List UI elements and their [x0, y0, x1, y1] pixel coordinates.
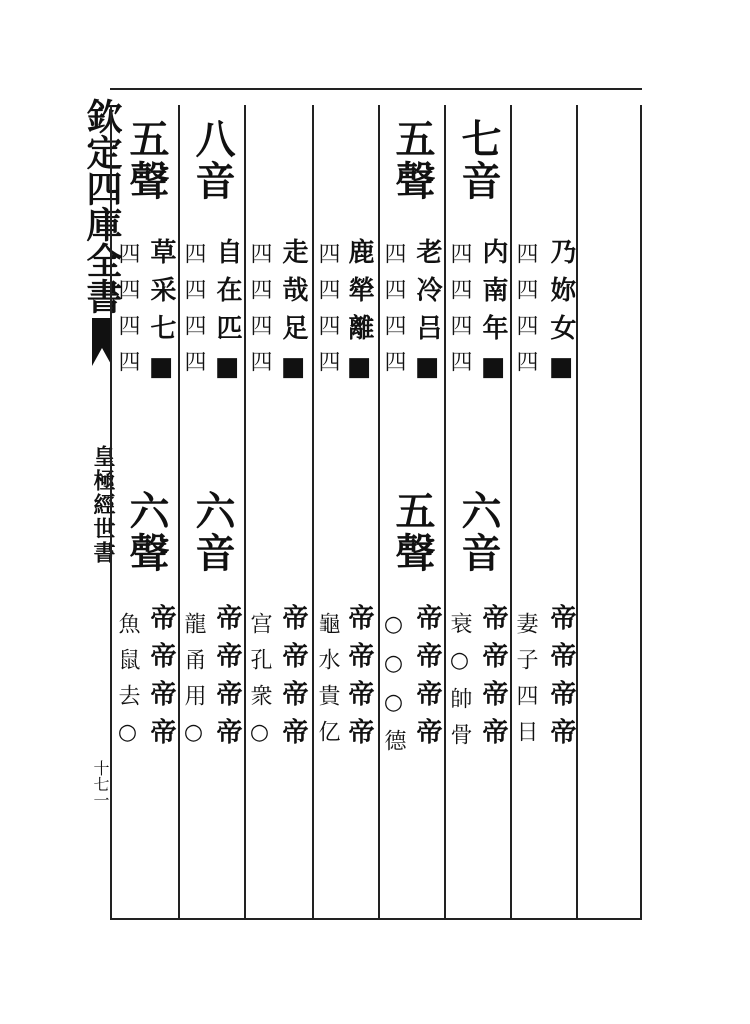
lower-lead-text: 帝帝帝帝	[412, 604, 442, 756]
column-rule	[312, 105, 314, 920]
column-rule	[178, 105, 180, 920]
series-title: 欽定四庫全書	[81, 98, 123, 314]
upper-number-text: 四四四四	[115, 242, 140, 386]
column-rule	[640, 105, 642, 920]
lower-number-text: 宫孔衆○	[247, 612, 272, 759]
upper-heading: 七音	[455, 118, 502, 202]
upper-lead-text: 内南年■	[478, 238, 508, 394]
page-number: 十七一	[91, 760, 110, 808]
lower-number-text: ○○○德	[381, 612, 406, 765]
upper-lead-text: 草采七■	[146, 238, 176, 394]
lower-heading: 六音	[455, 490, 502, 574]
lower-number-text: 龜水貴亿	[315, 612, 340, 756]
lower-number-text: 龍甬用○	[181, 612, 206, 759]
column-rule	[510, 105, 512, 920]
upper-lead-text: 老冷吕■	[412, 238, 442, 394]
upper-number-text: 四四四四	[181, 242, 206, 386]
lower-lead-text: 帝帝帝帝	[546, 604, 576, 756]
lower-lead-text: 帝帝帝帝	[278, 604, 308, 756]
column-rule	[244, 105, 246, 920]
lower-lead-text: 帝帝帝帝	[344, 604, 374, 756]
upper-number-text: 四四四四	[381, 242, 406, 386]
upper-number-text: 四四四四	[247, 242, 272, 386]
upper-lead-text: 鹿犖離■	[344, 238, 374, 394]
lower-lead-text: 帝帝帝帝	[478, 604, 508, 756]
upper-number-text: 四四四四	[447, 242, 472, 386]
lower-number-text: 魚鼠去○	[115, 612, 140, 759]
book-title: 皇極經世書	[90, 445, 116, 565]
fish-tail-mark	[92, 318, 112, 366]
lower-lead-text: 帝帝帝帝	[212, 604, 242, 756]
lower-number-text: 衰○帥骨	[447, 612, 472, 759]
lower-heading: 六音	[189, 490, 236, 574]
upper-number-text: 四四四四	[513, 242, 538, 386]
lower-heading: 五聲	[389, 490, 436, 574]
upper-heading: 五聲	[389, 118, 436, 202]
upper-heading: 五聲	[123, 118, 170, 202]
lower-lead-text: 帝帝帝帝	[146, 604, 176, 756]
lower-number-text: 妻子四日	[513, 612, 538, 756]
upper-lead-text: 走哉足■	[278, 238, 308, 394]
column-rule	[378, 105, 380, 920]
column-rule	[110, 105, 112, 920]
upper-lead-text: 自在匹■	[212, 238, 242, 394]
column-rule	[576, 105, 578, 920]
upper-heading: 八音	[189, 118, 236, 202]
upper-number-text: 四四四四	[315, 242, 340, 386]
column-rule	[444, 105, 446, 920]
upper-lead-text: 乃妳女■	[546, 238, 576, 394]
lower-heading: 六聲	[123, 490, 170, 574]
